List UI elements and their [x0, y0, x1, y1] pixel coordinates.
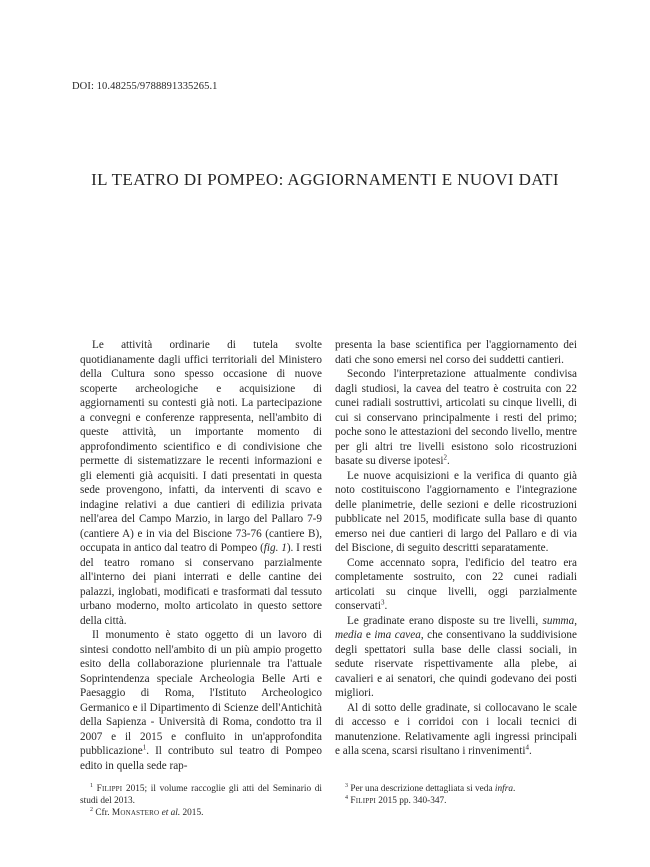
paragraph: Come accennato sopra, l'edificio del teatro era completamente sostruito, con 22 cunei radiali articolati su cinque livelli, oggi parzialmente conservati$^3$. — [335, 556, 577, 612]
paragraph: Secondo l'interpretazione attualmente condivisa dagli studiosi, la cavea del teatro è costruita con 22 cunei radiali sostruttivi, articolati su cinque livelli, di cui si conservano principalmente i resti del primo; poche sono le attestazioni del secondo livello, mentre per gli altri tre livelli esistono solo ricostruzioni basate su diverse ipotesi$^2$. — [335, 368, 577, 467]
footnote-ref[interactable]: 3 — [380, 598, 385, 607]
doi-label: DOI: 10.48255/9788891335265.1 — [72, 81, 218, 92]
footnotes-right — [335, 783, 577, 807]
footnote: $^1$ Filippi 2015; il volume raccoglie gli atti del Seminario di studi del 2013. — [80, 782, 322, 806]
figure-reference[interactable]: fig. 1 — [263, 542, 287, 554]
footnote-ref[interactable]: 2 — [443, 453, 447, 462]
article-title: IL TEATRO DI POMPEO: AGGIORNAMENTI E NUOVI DATI — [91, 170, 559, 189]
footnote-ref[interactable]: 1 — [142, 743, 147, 752]
paragraph: Le attività ordinarie di tutela svolte quotidianamente dagli uffici territoriali del Ministero della Cultura sono spesso occasione di nuove scoperte archeologiche e acquisizione di aggiornamenti su contesti già noti. La partecipazione a convegni e conferenze rappresenta, nell'ambito di queste attività, un importante momento di approfondimento scientifico e di condivisione che permette di sistematizzare le recenti informazioni e gli elementi già acquisiti. I dati presentati in questa sede provengono, infatti, da interventi di scavo e indagine relativi a due cantieri di edilizia privata nell'area del Campo Marzio, in largo del Pallaro 7-9 (cantiere A) e in via del Biscione 73-76 (cantiere B), occupata in antico dal teatro di Pompeo (fig. 1). I resti del teatro romano si conservano parzialmente all'interno dei piani interrati e delle cantine dei palazzi, inglobati, modificati e trasformati dal tessuto urbano moderno, molto articolato in questo settore della città. — [80, 339, 322, 627]
paragraph: Il monumento è stato oggetto di un lavoro di sintesi condotto nell'ambito di un più ampio progetto esito della collaborazione pluriennale tra l'attuale Soprintendenza speciale Archeologia Belle Arti e Paesaggio di Roma, l'Istituto Archeologico Germanico e il Dipartimento di Scienze dell'Antichità della Sapienza - Università di Roma, condotto tra il 2007 e il 2015 e confluito in un'approfondita pubblicazione$^1$. Il contributo sul teatro di Pompeo edito in quella sede rap- — [80, 629, 322, 772]
left-column — [80, 338, 322, 773]
footnote-ref[interactable]: 4 — [525, 743, 529, 752]
footnote: $^2$ Cfr. Monastero et al. 2015. — [90, 806, 204, 818]
right-column — [335, 338, 577, 759]
paragraph: presenta la base scientifica per l'aggiornamento dei dati che sono emersi nel corso dei suddetti cantieri. — [335, 339, 577, 366]
footnote: $^3$ Per una descrizione dettagliata si veda infra. — [345, 782, 516, 794]
paragraph: Le nuove acquisizioni e la verifica di quanto già noto costituiscono l'aggiornamento e l'integrazione delle planimetrie, delle sezioni e delle ricostruzioni pubblicate nel 2015, modificate sulla base di quanto emerso nei due cantieri di largo del Pallaro e di via del Biscione, di seguito descritti separatamente. — [335, 469, 577, 554]
paragraph: Le gradinate erano disposte su tre livelli, summa, media e ima cavea, che consentivano la suddivisione degli spettatori sulla base delle classi sociali, in sedute riservate rispettivamente alla plebe, ai cavalieri e ai senatori, che quindi godevano dei posti migliori. — [335, 614, 577, 699]
paragraph: Al di sotto delle gradinate, si collocavano le scale di accesso e i corridoi con i locali tecnici di manutenzione. Relativamente agli ingressi principali e alla scena, scarsi risultano i rinvenimenti$^4$. — [335, 701, 577, 757]
footnote: $^4$ Filippi 2015 pp. 340-347. — [345, 794, 447, 806]
footnotes-left — [80, 783, 322, 819]
